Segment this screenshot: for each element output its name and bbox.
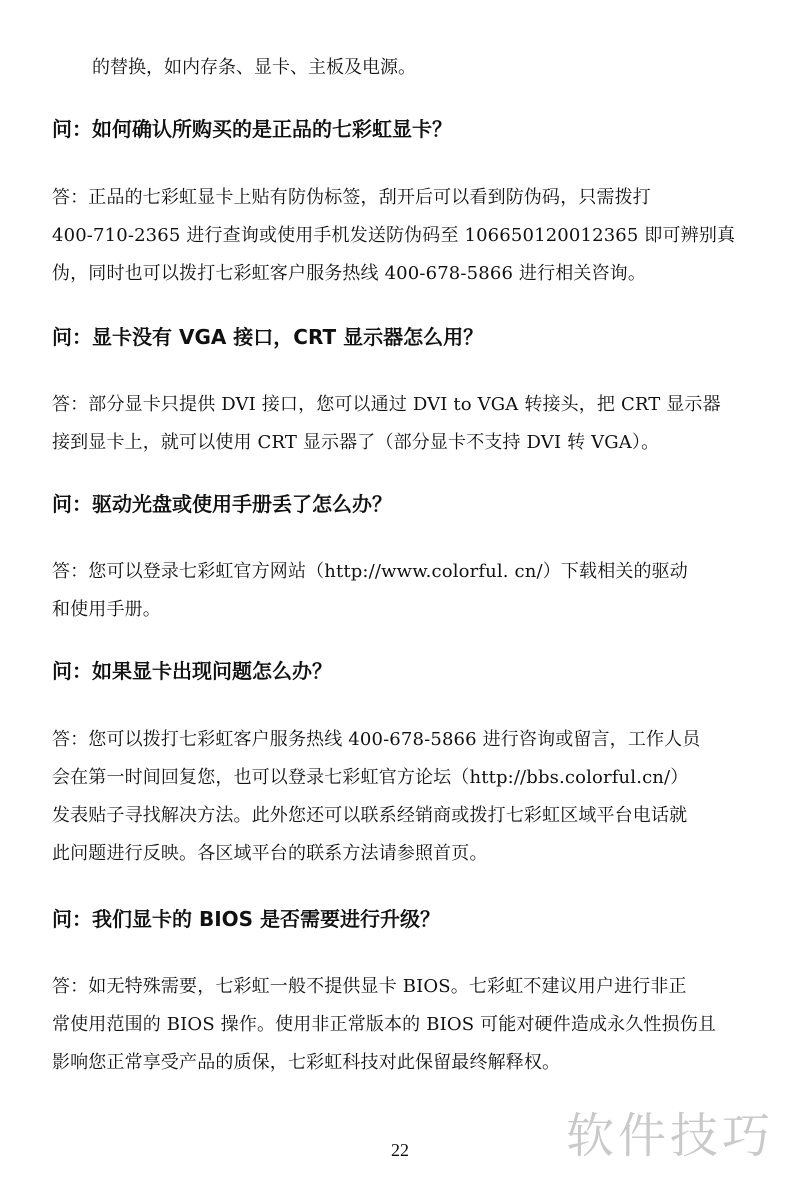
question-4: 问：如果显卡出现问题怎么办？ bbox=[52, 659, 332, 683]
watermark-logo: 软件技巧 bbox=[566, 1108, 775, 1164]
answer-4-line-2: 会在第一时间回复您，也可以登录七彩虹官方论坛（http://bbs.colorful.cn/） bbox=[52, 767, 689, 788]
answer-1-line-1: 答：正品的七彩虹显卡上贴有防伪标签，刮开后可以看到防伪码，只需拨打 bbox=[52, 187, 651, 208]
page-number: 22 bbox=[391, 1140, 409, 1160]
answer-3 bbox=[52, 553, 752, 629]
answer-4-line-3: 发表贴子寻找解决方法。此外您还可以联系经销商或拨打七彩虹区域平台电话就 bbox=[52, 805, 688, 826]
answer-5-line-3: 影响您正常享受产品的质保，七彩虹科技对此保留最终解释权。 bbox=[52, 1052, 561, 1073]
answer-4 bbox=[52, 721, 752, 873]
answer-3-line-2: 和使用手册。 bbox=[52, 599, 161, 620]
question-3: 问：驱动光盘或使用手册丢了怎么办？ bbox=[52, 492, 392, 516]
answer-4-line-1: 答：您可以拨打七彩虹客户服务热线 400-678-5866 进行咨询或留言，工作人员 bbox=[52, 729, 701, 750]
question-2: 问：显卡没有 VGA 接口，CRT 显示器怎么用？ bbox=[52, 325, 484, 349]
answer-4-line-4: 此问题进行反映。各区域平台的联系方法请参照首页。 bbox=[52, 843, 488, 864]
question-5: 问：我们显卡的 BIOS 是否需要进行升级？ bbox=[52, 907, 441, 931]
answer-2-line-2: 接到显卡上，就可以使用 CRT 显示器了（部分显卡不支持 DVI 转 VGA）。 bbox=[52, 432, 660, 453]
answer-1-line-3: 伪，同时也可以拨打七彩虹客户服务热线 400-678-5866 进行相关咨询。 bbox=[52, 263, 646, 284]
question-1: 问：如何确认所购买的是正品的七彩虹显卡？ bbox=[52, 117, 452, 141]
answer-5 bbox=[52, 968, 752, 1082]
answer-3-line-1: 答：您可以登录七彩虹官方网站（http://www.colorful. cn/）下载相关的驱动 bbox=[52, 561, 688, 582]
answer-5-line-2: 常使用范围的 BIOS 操作。使用非正常版本的 BIOS 可能对硬件造成永久性损伤且 bbox=[52, 1014, 717, 1035]
answer-2-line-1: 答：部分显卡只提供 DVI 接口，您可以通过 DVI to VGA 转接头，把 CRT 显示器 bbox=[52, 394, 721, 415]
answer-5-line-1: 答：如无特殊需要，七彩虹一般不提供显卡 BIOS。七彩虹不建议用户进行非正 bbox=[52, 976, 687, 997]
answer-1 bbox=[52, 179, 752, 293]
intro-text: 的替换，如内存条、显卡、主板及电源。 bbox=[92, 57, 416, 78]
answer-2 bbox=[52, 386, 752, 462]
answer-1-line-2: 400-710-2365 进行查询或使用手机发送防伪码至 106650120012365 即可辨别真 bbox=[52, 225, 736, 246]
